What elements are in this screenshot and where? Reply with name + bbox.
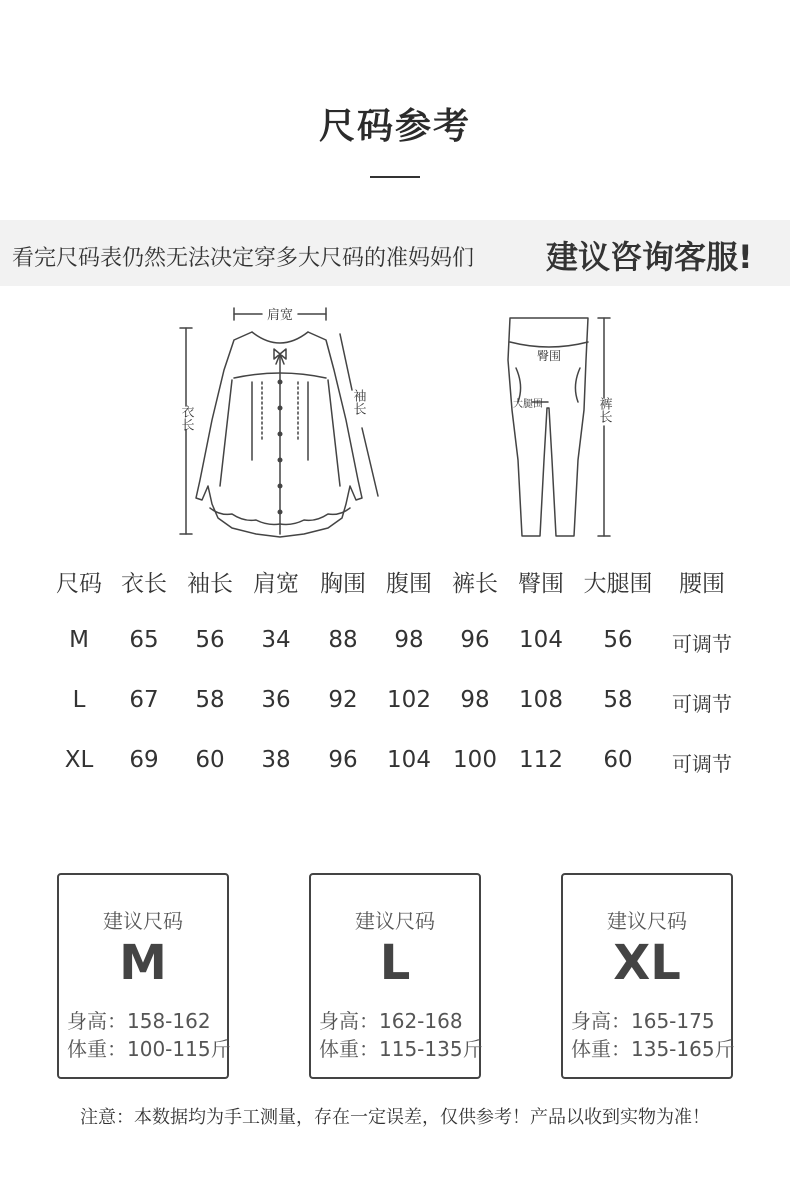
- label-shoulder: 肩宽: [266, 308, 294, 323]
- card-size: XL: [613, 935, 681, 991]
- table-cell: 108: [519, 687, 563, 713]
- recommend-card-l: [309, 873, 481, 1079]
- header-thigh: 大腿围: [583, 571, 653, 597]
- disclaimer-note: 注意：本数据均为手工测量，存在一定误差，仅供参考！产品以收到实物为准！: [80, 1107, 710, 1128]
- table-cell: 104: [519, 627, 563, 653]
- title-divider: [370, 176, 420, 178]
- banner-cta: 建议咨询客服!: [546, 238, 753, 276]
- header-hip: 臀围: [518, 571, 564, 597]
- label-length: 衣长: [178, 405, 194, 431]
- table-cell: 100: [453, 747, 497, 773]
- banner-text: 看完尺码表仍然无法决定穿多大尺码的准妈妈们: [12, 246, 475, 271]
- table-cell: M: [69, 627, 89, 653]
- table-cell: 92: [328, 687, 358, 713]
- card-label: 建议尺码: [355, 909, 435, 933]
- label-thigh: 大腿围: [513, 399, 543, 410]
- label-hip: 臀围: [536, 349, 562, 363]
- card-weight: 体重：115-135斤: [319, 1037, 483, 1061]
- card-weight: 体重：135-165斤: [571, 1037, 735, 1061]
- card-label: 建议尺码: [607, 909, 687, 933]
- label-pants-length: 裤长: [596, 397, 612, 423]
- table-cell: 58: [603, 687, 633, 713]
- table-cell: 58: [195, 687, 225, 713]
- card-label: 建议尺码: [103, 909, 183, 933]
- table-cell: 56: [603, 627, 633, 653]
- card-height: 身高：165-175: [571, 1009, 715, 1033]
- table-cell: 34: [261, 627, 291, 653]
- table-cell: 可调节: [672, 692, 732, 716]
- card-weight: 体重：100-115斤: [67, 1037, 231, 1061]
- header-belly: 腹围: [386, 571, 432, 597]
- recommend-card-m: [57, 873, 229, 1079]
- card-size: L: [379, 935, 411, 991]
- table-cell: XL: [64, 747, 94, 773]
- consult-banner: [0, 220, 790, 286]
- label-sleeve: 袖长: [350, 389, 366, 415]
- table-cell: L: [72, 687, 86, 713]
- table-cell: 56: [195, 627, 225, 653]
- table-cell: 36: [261, 687, 291, 713]
- table-cell: 可调节: [672, 632, 732, 656]
- recommend-card-xl: [561, 873, 733, 1079]
- header-sleeve: 袖长: [187, 571, 233, 597]
- table-cell: 可调节: [672, 752, 732, 776]
- table-cell: 98: [460, 687, 490, 713]
- table-cell: 112: [519, 747, 563, 773]
- table-cell: 96: [328, 747, 358, 773]
- table-cell: 102: [387, 687, 431, 713]
- header-size: 尺码: [56, 571, 102, 597]
- garment-diagram: [0, 290, 790, 550]
- table-cell: 60: [603, 747, 633, 773]
- table-cell: 69: [129, 747, 159, 773]
- table-cell: 67: [129, 687, 159, 713]
- table-cell: 38: [261, 747, 291, 773]
- header-pants-length: 裤长: [452, 571, 498, 597]
- table-cell: 96: [460, 627, 490, 653]
- header-shoulder: 肩宽: [253, 571, 299, 597]
- card-height: 身高：162-168: [319, 1009, 463, 1033]
- table-cell: 98: [394, 627, 424, 653]
- table-cell: 60: [195, 747, 225, 773]
- header-waist: 腰围: [679, 571, 725, 597]
- table-cell: 104: [387, 747, 431, 773]
- card-size: M: [119, 935, 167, 991]
- header-chest: 胸围: [320, 571, 366, 597]
- card-height: 身高：158-162: [67, 1009, 211, 1033]
- header-length: 衣长: [121, 571, 167, 597]
- page-title: 尺码参考: [318, 106, 471, 147]
- table-cell: 88: [328, 627, 358, 653]
- table-cell: 65: [129, 627, 159, 653]
